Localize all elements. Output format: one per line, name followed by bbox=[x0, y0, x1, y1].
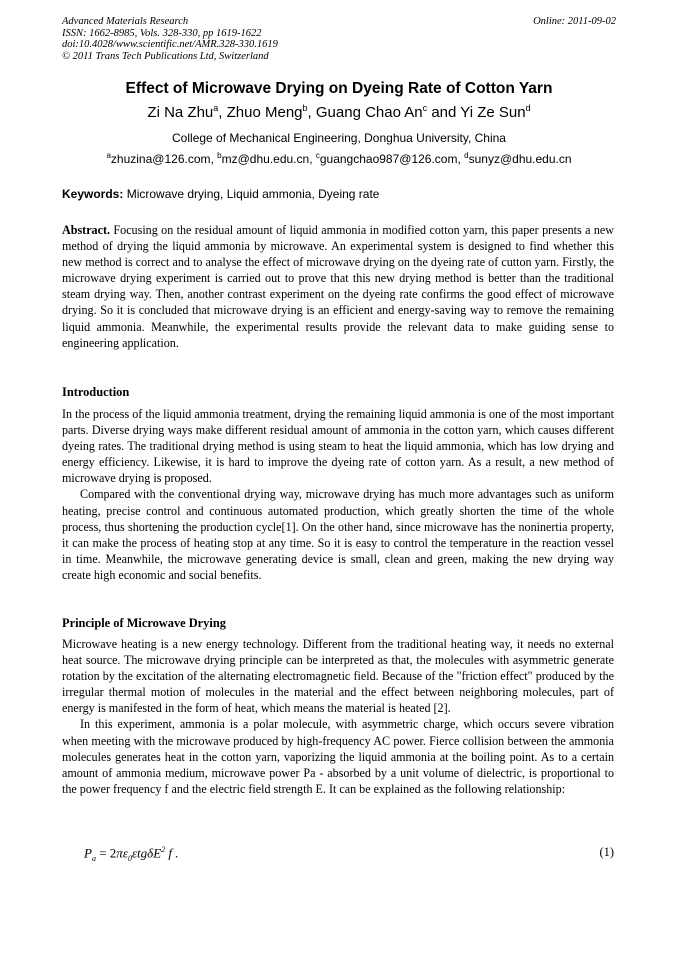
email-mark: b bbox=[217, 151, 222, 160]
eq-lhs: P bbox=[84, 845, 92, 861]
author-mark: a bbox=[213, 103, 219, 113]
eq-tail: f . bbox=[165, 845, 179, 861]
eq-equals: = 2 bbox=[95, 845, 117, 861]
email-address[interactable]: guangchao987@126.com bbox=[319, 152, 458, 166]
introduction-body bbox=[62, 406, 614, 583]
paragraph: Compared with the conventional drying way, microwave drying has much more advantages such as uniform heating, precise control and continuous automated production, which greatly shorten the time of the whole process, thus shortening the production cycle[1]. On the other hand, since microwave has the noninertia property, it can make the process of heating stop at any time. So it is easy to control the temperature in the reaction vessel in time. Meanwhile, the microwave generating device is small, clean and green, making the new drying way create high economic and social benefits. bbox=[62, 487, 614, 582]
paragraph: In the process of the liquid ammonia treatment, drying the remaining liquid ammonia is one of the most important parts. Diverse drying ways make different residual amount of ammonia in the cotton yarn, which causes different dyeing rates. The traditional drying method is using steam to heat the liquid ammonia, which has low drying and energy efficiency. Likewise, it is hard to improve the dyeing rate of cotton yarn. As a result, a new method of microwave drying is proposed. bbox=[62, 407, 614, 486]
author-separator: and bbox=[427, 104, 461, 121]
author-name: Guang Chao An bbox=[315, 104, 423, 121]
keywords-label: Keywords: bbox=[62, 187, 124, 201]
keywords-text: Microwave drying, Liquid ammonia, Dyeing rate bbox=[123, 187, 380, 201]
journal-name: Advanced Materials Research bbox=[62, 16, 189, 27]
equation-number: (1) bbox=[599, 845, 614, 859]
email-mark: a bbox=[106, 151, 111, 160]
email-separator: , bbox=[457, 152, 465, 166]
email-address[interactable]: sunyz@dhu.edu.cn bbox=[468, 152, 572, 166]
author-mark: d bbox=[525, 103, 531, 113]
email-list bbox=[0, 151, 678, 166]
author-name: Zhuo Meng bbox=[226, 104, 303, 121]
abstract-text: Focusing on the residual amount of liquid ammonia in modified cotton yarn, this paper presents a new method of drying the liquid ammonia by microwave. An experimental system is designed to find whether this new method is correct and to analyse the effect of microwave drying on the dyeing rate of cutton yarn. Firstly, the microwave drying experiment is carried out to prove that this new drying method is better than the traditional steam drying way. Then, another contrast experiment on the dyeing rate confirms the good effect of microwave drying. So it is concluded that microwave drying is an efficient and energy-saving way to remove the remaining liquid ammonia. Meanwhile, the experimental results provide the relevant data to make guiding sense to engineering application. bbox=[62, 223, 614, 350]
eq-sup: 2 bbox=[161, 845, 166, 854]
email-address[interactable]: mz@dhu.edu.cn bbox=[221, 152, 310, 166]
paragraph: Microwave heating is a new energy technology. Different from the traditional heating way, it needs no external heat source. The microwave drying principle can be interpreted as that, the molecules with asymmetric generate rotation by the excitation of the alternating electromagnetic field. Because of the "friction effect" produced by the irregular thermal motion of molecules in the material and the effect between neighboring molecules, part of energy is manifested in the form of heat, which means the material is heated [2]. bbox=[62, 637, 614, 716]
abstract bbox=[62, 222, 614, 351]
issn-line: ISSN: 1662-8985, Vols. 328-330, pp 1619-1622 bbox=[62, 27, 262, 39]
paper-title: Effect of Microwave Drying on Dyeing Rate of Cotton Yarn bbox=[125, 80, 553, 97]
author-list bbox=[0, 103, 678, 121]
keywords bbox=[62, 187, 379, 201]
eq-pi: π bbox=[116, 845, 123, 861]
author-name: Zi Na Zhu bbox=[147, 104, 214, 121]
email-mark: d bbox=[464, 151, 469, 160]
doi-line: doi:10.4028/www.scientific.net/AMR.328-330.1619 bbox=[62, 39, 278, 50]
author-mark: b bbox=[302, 103, 308, 113]
email-separator: , bbox=[210, 152, 218, 166]
principle-body bbox=[62, 636, 614, 797]
author-separator: , bbox=[307, 104, 316, 121]
eq-epsilon: ε bbox=[122, 845, 128, 861]
affiliation: College of Mechanical Engineering, Donghua University, China bbox=[172, 131, 506, 145]
author-name: Yi Ze Sun bbox=[460, 104, 526, 121]
journal-header bbox=[62, 16, 278, 62]
principle-heading: Principle of Microwave Drying bbox=[62, 616, 226, 630]
eq-lhs-sub: a bbox=[91, 853, 96, 863]
copyright-line: © 2011 Trans Tech Publications Ltd, Switzerland bbox=[62, 50, 269, 62]
abstract-label: Abstract. bbox=[62, 223, 111, 237]
author-separator: , bbox=[218, 104, 227, 121]
email-address[interactable]: zhuzina@126.com bbox=[110, 152, 211, 166]
eq-rest: εtgδE bbox=[131, 845, 162, 861]
introduction-heading: Introduction bbox=[62, 385, 130, 399]
author-mark: c bbox=[422, 103, 428, 113]
email-separator: , bbox=[309, 152, 316, 166]
eq-epsilon-sub: 0 bbox=[127, 853, 132, 863]
equation-1 bbox=[84, 845, 179, 863]
online-date: Online: 2011-09-02 bbox=[533, 16, 616, 27]
paragraph: In this experiment, ammonia is a polar molecule, with asymmetric charge, which occurs severe vibration when meeting with the microwave produced by high-frequency AC power. Fierce collision between the ammonia molecules generates heat in the cotton yarn, vaporizing the liquid ammonia at the boiling point. As to a certain amount of ammonia medium, microwave power Pa - absorbed by a unit volume of dielectric, is proportional to the power frequency f and the electric field strength E. It can be explained as the following relationship: bbox=[62, 717, 614, 796]
email-mark: c bbox=[315, 151, 320, 160]
